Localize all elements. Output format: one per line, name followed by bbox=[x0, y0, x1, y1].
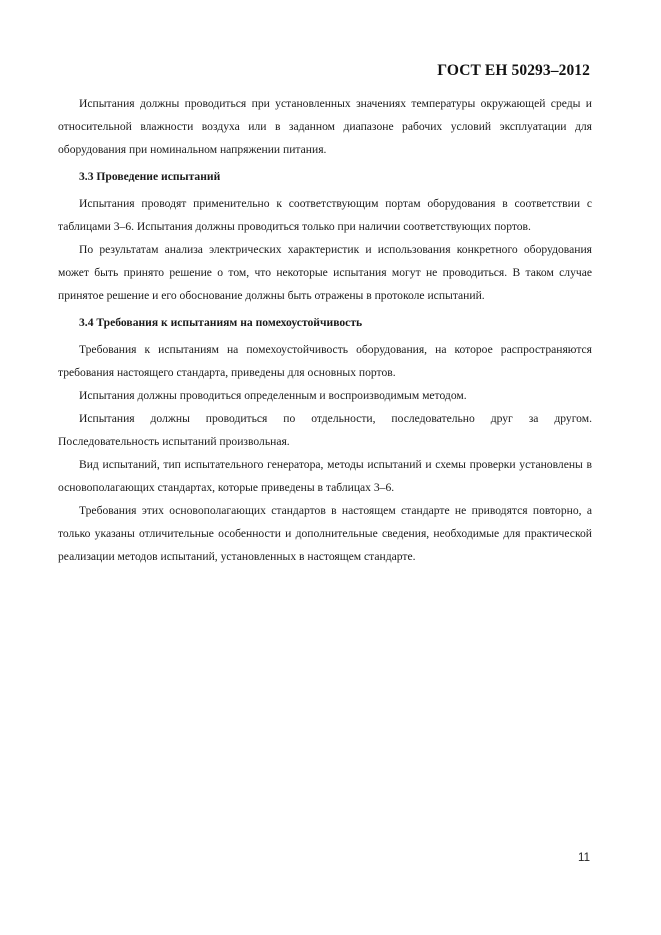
section-3-4-paragraph: Требования этих основополагающих стандартов в настоящем стандарте не приводятся повторно, а только указаны отличительные особенности и дополнительные сведения, необходимые для практической реализации методов испытаний, установленных в настоящем стандарте. bbox=[58, 504, 592, 563]
intro-paragraph: Испытания должны проводиться при установленных значениях температуры окружающей среды и относительной влажности воздуха или в заданном диапазоне рабочих условий эксплуатации для оборудования при номинальном напряжении питания. bbox=[58, 97, 592, 156]
page-number: 11 bbox=[578, 852, 590, 864]
section-3-3-paragraph: Испытания проводят применительно к соответствующим портам оборудования в соответствии с таблицами 3–6. Испытания должны проводиться только при наличии соответствующих портов. bbox=[58, 197, 592, 233]
section-3-4-paragraph: Вид испытаний, тип испытательного генератора, методы испытаний и схемы проверки установлены в основополагающих стандартах, которые приведены в таблицах 3–6. bbox=[58, 458, 592, 494]
document-standard-id: ГОСТ ЕН 50293–2012 bbox=[437, 62, 590, 79]
section-3-3-paragraph: По результатам анализа электрических характеристик и использования конкретного оборудования может быть принято решение о том, что некоторые испытания могут не проводиться. В таком случае принятое решение и его обоснование должны быть отражены в протоколе испытаний. bbox=[58, 243, 592, 302]
section-3-4-paragraph: Требования к испытаниям на помехоустойчивость оборудования, на которое распространяются требования настоящего стандарта, приведены для основных портов. bbox=[58, 343, 592, 379]
section-3-4-heading: 3.4 Требования к испытаниям на помехоустойчивость bbox=[79, 316, 363, 329]
section-3-3-heading: 3.3 Проведение испытаний bbox=[79, 170, 221, 183]
section-3-4-paragraph: Испытания должны проводиться определенным и воспроизводимым методом. bbox=[79, 389, 467, 402]
document-body bbox=[58, 92, 592, 568]
section-3-4-paragraph: Испытания должны проводиться по отдельности, последовательно друг за другом. Последовательность испытаний произвольная. bbox=[58, 412, 592, 448]
